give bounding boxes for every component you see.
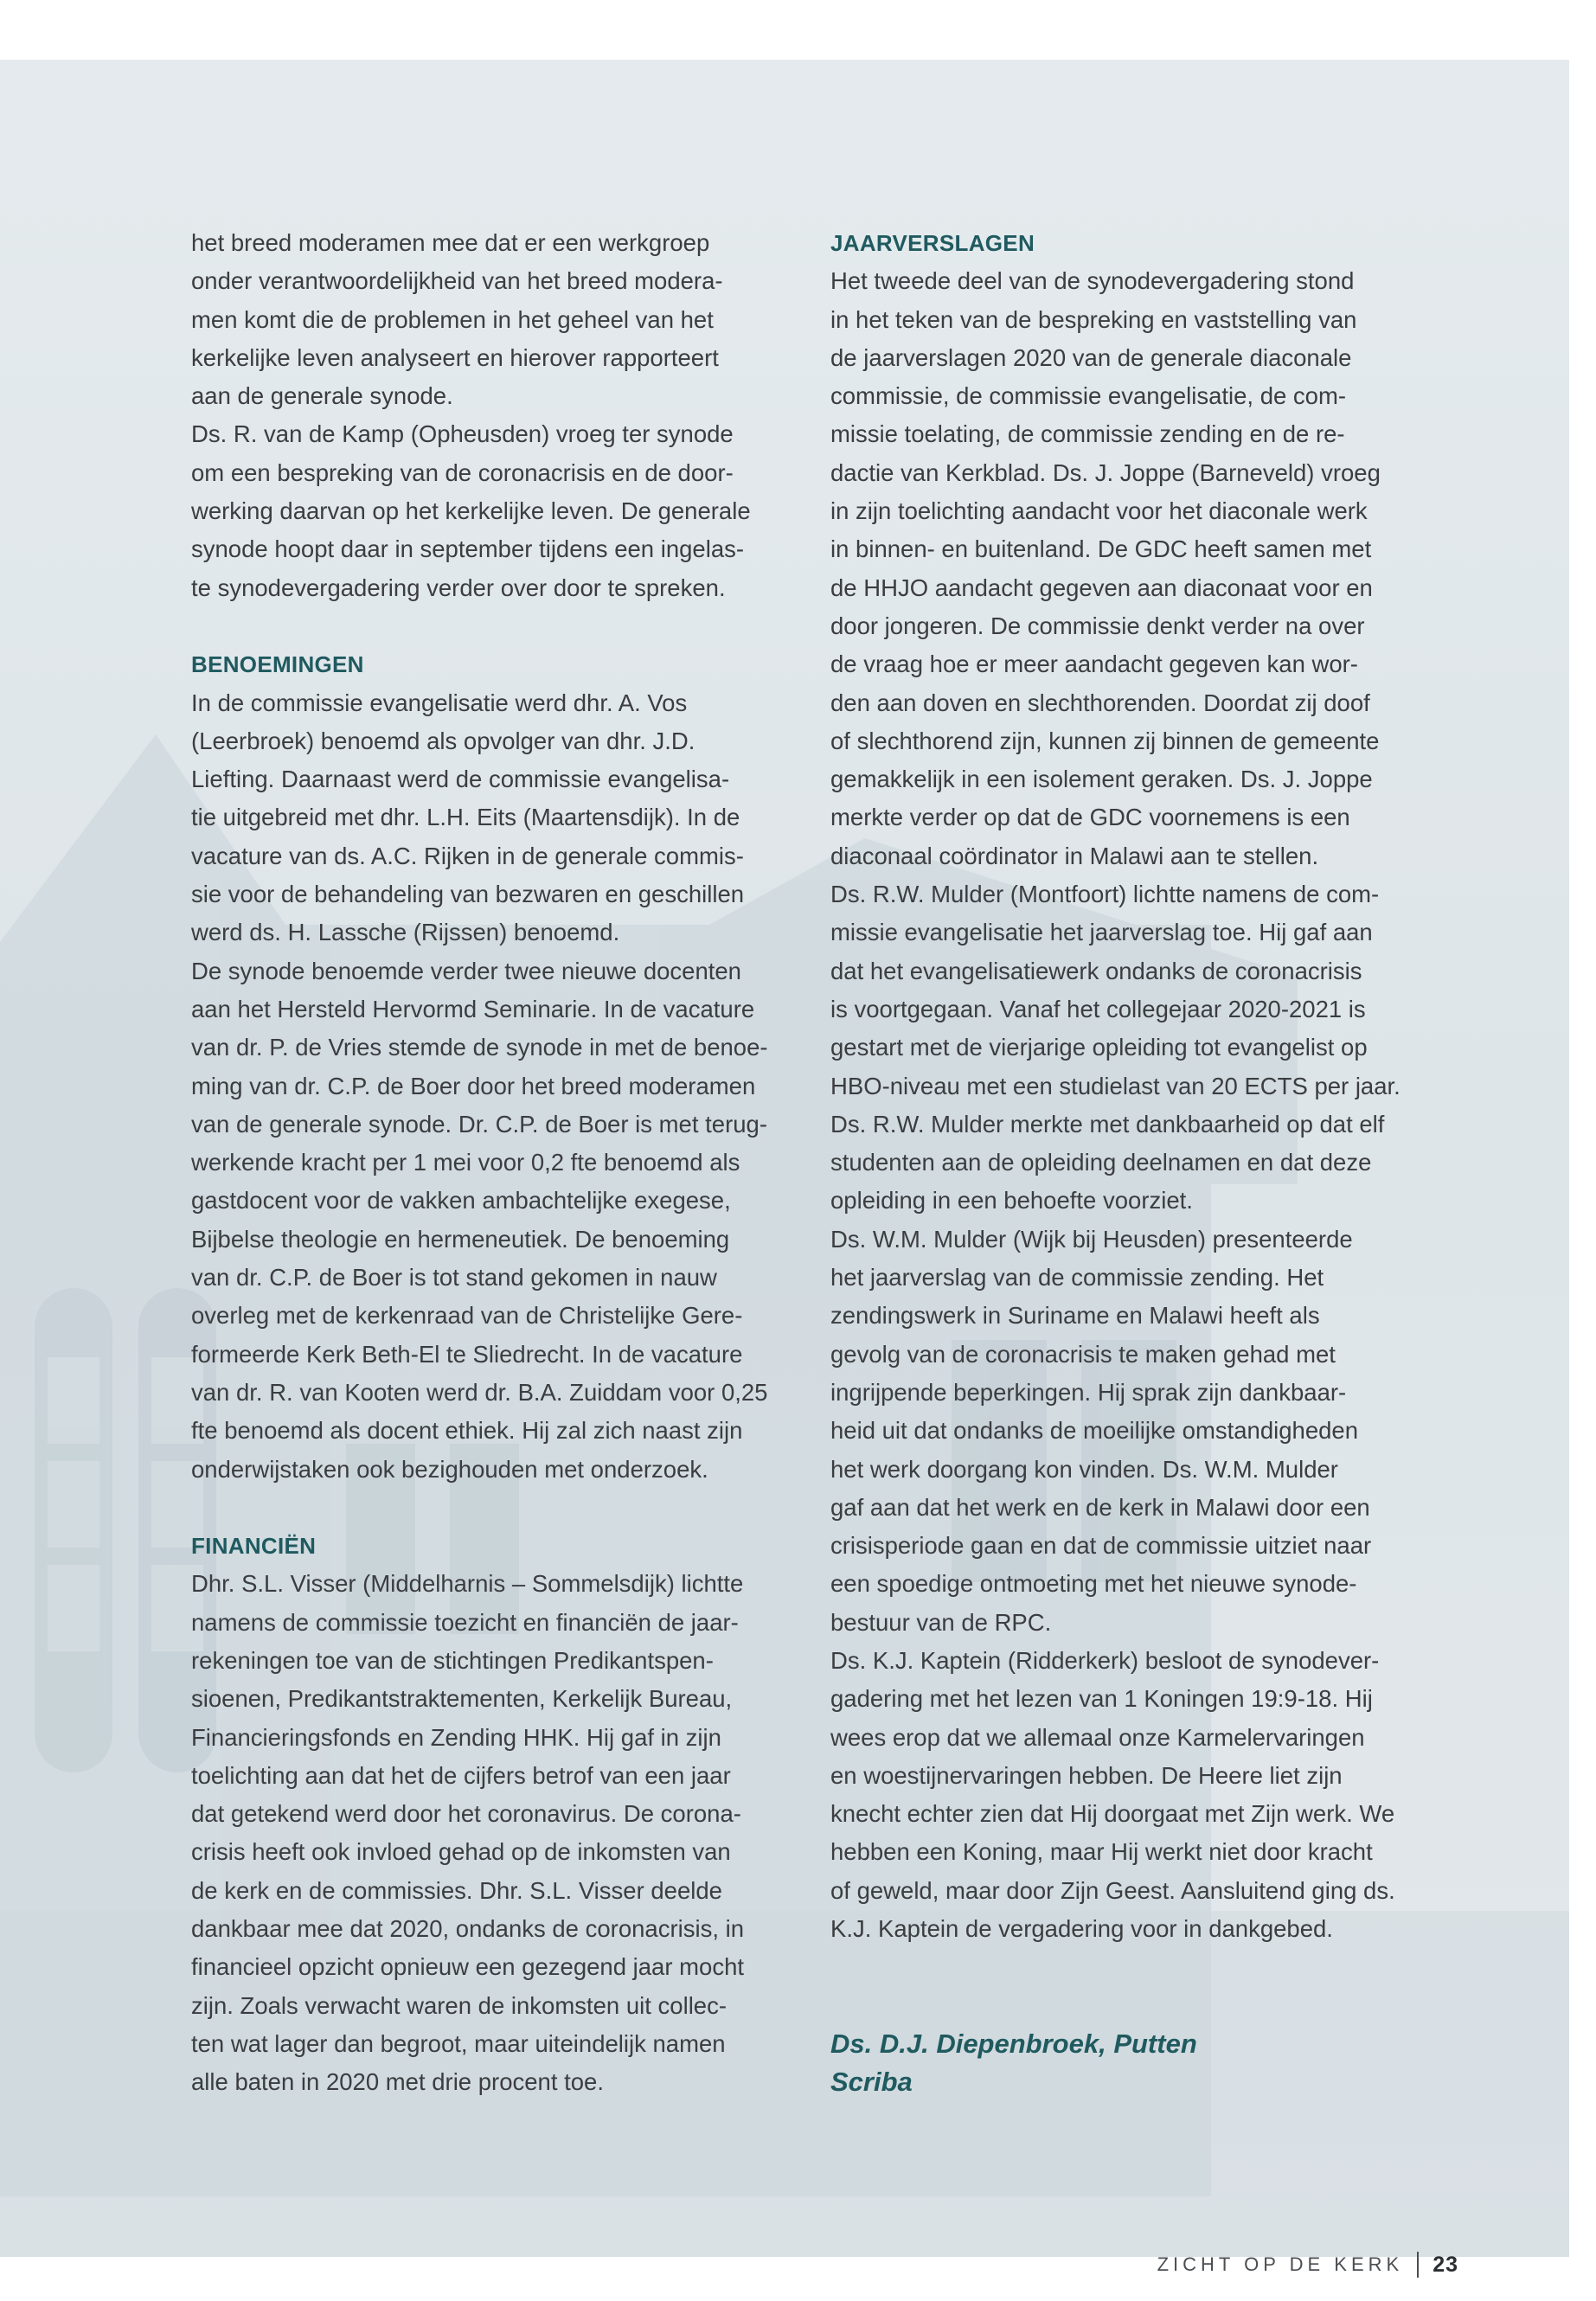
- intro-paragraph: het breed moderamen mee dat er een werkgroep onder verantwoordelijkheid van het breed modera- men komt die de problemen in het geheel van het kerkelijke leven analyseert en hierover rapporteert aan de generale synode. Ds. R. van de Kamp (Opheusden) vroeg ter synode om een bespreking van de coronacrisis en de door- werking daarvan op het kerkelijke leven. De generale synode hoopt daar in september tijdens een ingelas- te synodevergadering verder over door te spreken.: [191, 229, 751, 601]
- magazine-title: ZICHT OP DE KERK: [1157, 2253, 1404, 2275]
- jaarverslagen-paragraph: Het tweede deel van de synodevergadering stond in het teken van de bespreking en vaststelling van de jaarverslagen 2020 van de generale diaconale commissie, de commissie evangelisatie, de com- missie toelating, de commissie zending en de re- dactie van Kerkblad. Ds. J. Joppe (Barneveld) vroeg in zijn toelichting aandacht voor het diaconale werk in binnen- en buitenland. De GDC heeft samen met de HHJO aandacht gegeven aan diaconaat voor en door jongeren. De commissie denkt verder na over de vraag hoe er meer aandacht gegeven kan wor- den aan doven en slechthorenden. Doordat zij doof of slechthorend zijn, kunnen zij binnen de gemeente gemakkelijk in een isolement geraken. Ds. J. Joppe merkte verder op dat de GDC voornemens is een diaconaal coördinator in Malawi aan te stellen. Ds. R.W. Mulder (Montfoort) lichtte namens de com- missie evangelisatie het jaarverslag toe. Hij gaf aan dat het evangelisatiewerk ondanks de coronacrisis is voortgegaan. Vanaf het collegejaar 2020-2021 is gestart met de vierjarige opleiding tot evangelist op HBO-niveau met een studielast van 20 ECTS per jaar. Ds. R.W. Mulder merkte met dankbaarheid op dat elf studenten aan de opleiding deelnamen en dat deze opleiding in een behoefte voorziet. Ds. W.M. Mulder (Wijk bij Heusden) presenteerde het jaarverslag van de commissie zending. Het zendingswerk in Suriname en Malawi heeft als gevolg van de coronacrisis te maken gehad met ingrijpende beperkingen. Hij sprak zijn dankbaar- heid uit dat ondanks de moeilijke omstandigheden het werk doorgang kon vinden. Ds. W.M. Mulder gaf aan dat het werk en de kerk in Malawi door een crisisperiode gaan en dat de commissie uitziet naar een spoedige ontmoeting met het nieuwe synode- bestuur van de RPC. Ds. K.J. Kaptein (Ridderkerk) besloot de synodever- gadering met het lezen van 1 Koningen 19:9-18. Hij wees erop dat we allemaal onze Karmelervaringen en woestijnervaringen hebben. De Heere liet zijn knecht echter zien dat Hij doorgaat met Zijn werk. We hebben een Koning, maar Hij werkt niet door kracht of geweld, maar door Zijn Geest. Aansluitend ging ds. K.J. Kaptein de vergadering voor in dankgebed.: [830, 267, 1401, 1943]
- benoemingen-paragraph: In de commissie evangelisatie werd dhr. A. Vos (Leerbroek) benoemd als opvolger van dhr. J.D. Liefting. Daarnaast werd de commissie evangelisa- tie uitgebreid met dhr. L.H. Eits (Maartensdijk). In de vacature van ds. A.C. Rijken in de generale commis- sie voor de behandeling van bezwaren en geschillen werd ds. H. Lassche (Rijssen) benoemd. De synode benoemde verder twee nieuwe docenten aan het Hersteld Hervormd Seminarie. In de vacature van dr. P. de Vries stemde de synode in met de benoe- ming van dr. C.P. de Boer door het breed moderamen van de generale synode. Dr. C.P. de Boer is met terug- werkende kracht per 1 mei voor 0,2 fte benoemd als gastdocent voor de vakken ambachtelijke exegese, Bijbelse theologie en hermeneutiek. De benoeming van dr. C.P. de Boer is tot stand gekomen in nauw overleg met de kerkenraad van de Christelijke Gere- formeerde Kerk Beth-El te Sliedrecht. In de vacature van dr. R. van Kooten werd dr. B.A. Zuiddam voor 0,25 fte benoemd als docent ethiek. Hij zal zich naast zijn onderwijstaken ook bezighouden met onderzoek.: [191, 689, 768, 1483]
- author-signature: Ds. D.J. Diepenbroek, Putten Scriba: [830, 2028, 1197, 2097]
- left-column: [191, 224, 788, 2102]
- financien-paragraph: Dhr. S.L. Visser (Middelharnis – Sommelsdijk) lichtte namens de commissie toezicht en financiën de jaar- rekeningen toe van de stichtingen Predikantspen- sioenen, Predikantstraktementen, Kerkelijk Bureau, Financieringsfonds en Zending HHK. Hij gaf in zijn toelichting aan dat het de cijfers betrof van een jaar dat getekend werd door het coronavirus. De corona- crisis heeft ook invloed gehad op de inkomsten van de kerk en de commissies. Dhr. S.L. Visser deelde dankbaar mee dat 2020, ondanks de coronacrisis, in financieel opzicht opnieuw een gezegend jaar mocht zijn. Zoals verwacht waren de inkomsten uit collec- ten wat lager dan begroot, maar uiteindelijk namen alle baten in 2020 met drie procent toe.: [191, 1570, 745, 2096]
- jaarverslagen-heading: JAARVERSLAGEN: [830, 230, 1035, 256]
- right-column: [830, 224, 1436, 2101]
- page-number: 23: [1433, 2252, 1458, 2277]
- page-background: [0, 60, 1569, 2277]
- financien-heading: FINANCIËN: [191, 1533, 317, 1560]
- page-footer: [1157, 2252, 1458, 2278]
- benoemingen-heading: BENOEMINGEN: [191, 651, 364, 678]
- footer-divider: [1417, 2252, 1419, 2278]
